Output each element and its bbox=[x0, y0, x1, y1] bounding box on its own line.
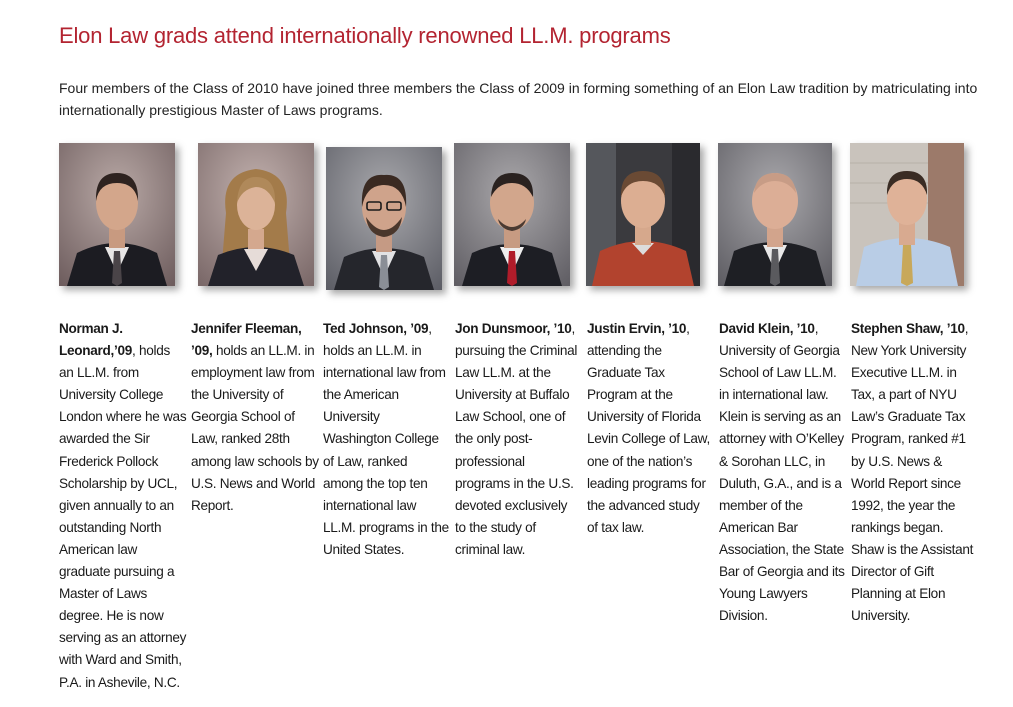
bio-text: , holds an LL.M. from University College London where he was awarded the Sir Frederick Pollock Scholarship by UCL, given annually to an outstanding North American law graduate pursuing a Master of Laws degree. He is now serving as an attorney with Ward and Smith, P.A. in Ashevile, N.C. bbox=[59, 343, 187, 690]
portrait-photo-ted bbox=[326, 147, 442, 290]
graduate-name: Jon Dunsmoor, ’ bbox=[455, 321, 557, 336]
bio-text: , University of Georgia School of Law LL.M. in international law. Klein is serving as an attorney with O’Kelley & Sorohan LLC, in Duluth, G.A., and is a member of the American Bar Association, the State Bar of Georgia and its Young Lawyers Division. bbox=[719, 321, 845, 624]
portrait-photo-david bbox=[718, 143, 832, 286]
bio-text: , holds an LL.M. in international law from the American University Washington College of Law, ranked among the top ten international law LL.M. programs in the United States. bbox=[323, 321, 449, 557]
graduate-name: Norman J. Leonard,’ bbox=[59, 321, 123, 359]
bio-jennifer-fleeman bbox=[191, 318, 319, 517]
class-year: 10 bbox=[950, 321, 965, 336]
class-year: 10 bbox=[671, 321, 687, 336]
class-year: 10 bbox=[800, 321, 815, 336]
class-year: 09 bbox=[413, 321, 429, 336]
bio-jon-dunsmoor bbox=[455, 318, 581, 561]
bio-justin-ervin bbox=[587, 318, 713, 539]
bio-ted-johnson bbox=[323, 318, 449, 561]
bio-stephen-shaw bbox=[851, 318, 979, 627]
portrait-photo-justin bbox=[586, 143, 700, 286]
class-year: 09, bbox=[194, 343, 213, 359]
graduate-name: Ted Johnson, ’ bbox=[323, 321, 414, 336]
portrait-photo-stephen bbox=[850, 143, 964, 286]
intro-paragraph: Four members of the Class of 2010 have joined three members the Class of 2009 in forming something of an Elon Law tradition by matriculating into internationally prestigious Master of Laws programs. bbox=[59, 80, 978, 118]
page-title: Elon Law grads attend internationally renowned LL.M. programs bbox=[59, 23, 671, 48]
graduate-name: Jennifer Fleeman, ’ bbox=[191, 321, 302, 359]
graduate-name: Justin Ervin, ’ bbox=[587, 321, 672, 336]
bio-norman-leonard bbox=[59, 318, 187, 694]
graduate-name: David Klein, ’ bbox=[719, 321, 801, 336]
bio-text: , New York University Executive LL.M. in Tax, a part of NYU Law’s Graduate Tax Program, ranked #1 by U.S. News & World Report since 1992, the year the rankings began. Shaw is the Assistant Director of Gift Planning at Elon University. bbox=[851, 321, 974, 624]
bio-text: , pursuing the Criminal Law LL.M. at the University at Buffalo Law School, one of the only post-professional programs in the U.S. devoted exclusively to the study of criminal law. bbox=[455, 321, 578, 557]
graduate-name: Stephen Shaw, ’ bbox=[851, 321, 951, 336]
class-year: 09 bbox=[117, 343, 133, 359]
bio-text: , attending the Graduate Tax Program at the University of Florida Levin College of Law, one of the nation’s leading programs for the advanced study of tax law. bbox=[587, 321, 710, 535]
portrait-photo-norman bbox=[59, 143, 175, 286]
portrait-photo-jennifer bbox=[198, 143, 314, 286]
bio-text: holds an LL.M. in employment law from the University of Georgia School of Law, ranked 28th among law schools by U.S. News and World Report. bbox=[191, 343, 319, 513]
bio-david-klein bbox=[719, 318, 845, 627]
portrait-photo-jon bbox=[454, 143, 570, 286]
class-year: 10 bbox=[557, 321, 572, 336]
